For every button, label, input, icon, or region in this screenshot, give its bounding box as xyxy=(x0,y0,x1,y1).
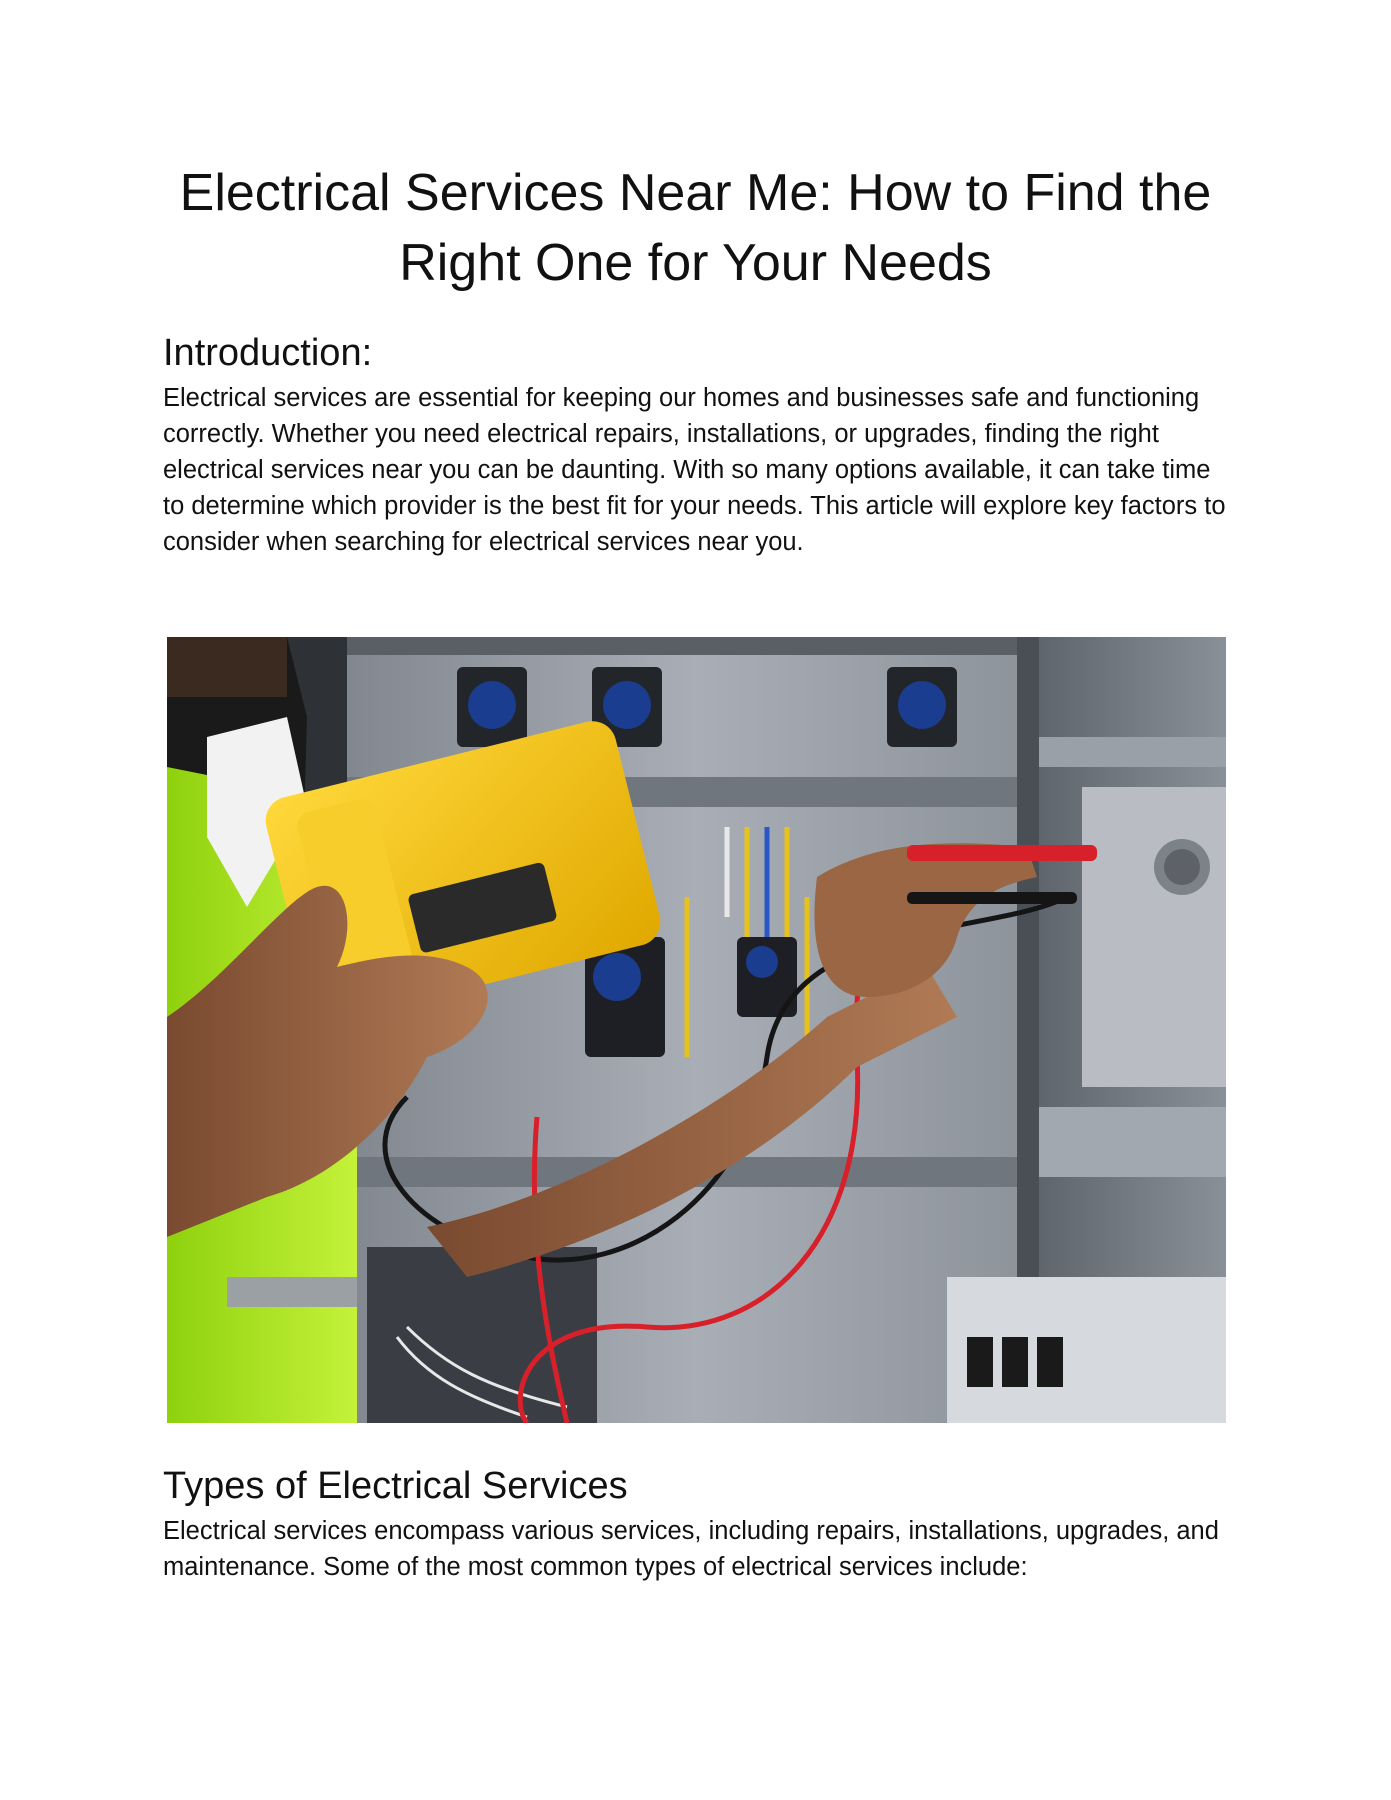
document-title: Electrical Services Near Me: How to Find the Right One for Your Needs xyxy=(179,164,1212,292)
section-body-introduction: Electrical services are essential for keeping our homes and businesses safe and functioning correctly. Whether you need electrical repairs, installations, or upgrades, finding the right electrical services near you can be daunting. With so many options available, it can take time to determine which provider is the best fit for your needs. This article will explore key factors to consider when searching for electrical services near you. xyxy=(163,384,1226,556)
section-heading-types: Types of Electrical Services xyxy=(163,1465,628,1507)
electrician-testing-panel-photo xyxy=(167,637,1226,1423)
section-body-types: Electrical services encompass various services, including repairs, installations, upgrades, and maintenance. Some of the most common types of electrical services include: xyxy=(163,1517,1219,1581)
section-heading-introduction: Introduction: xyxy=(163,332,373,374)
